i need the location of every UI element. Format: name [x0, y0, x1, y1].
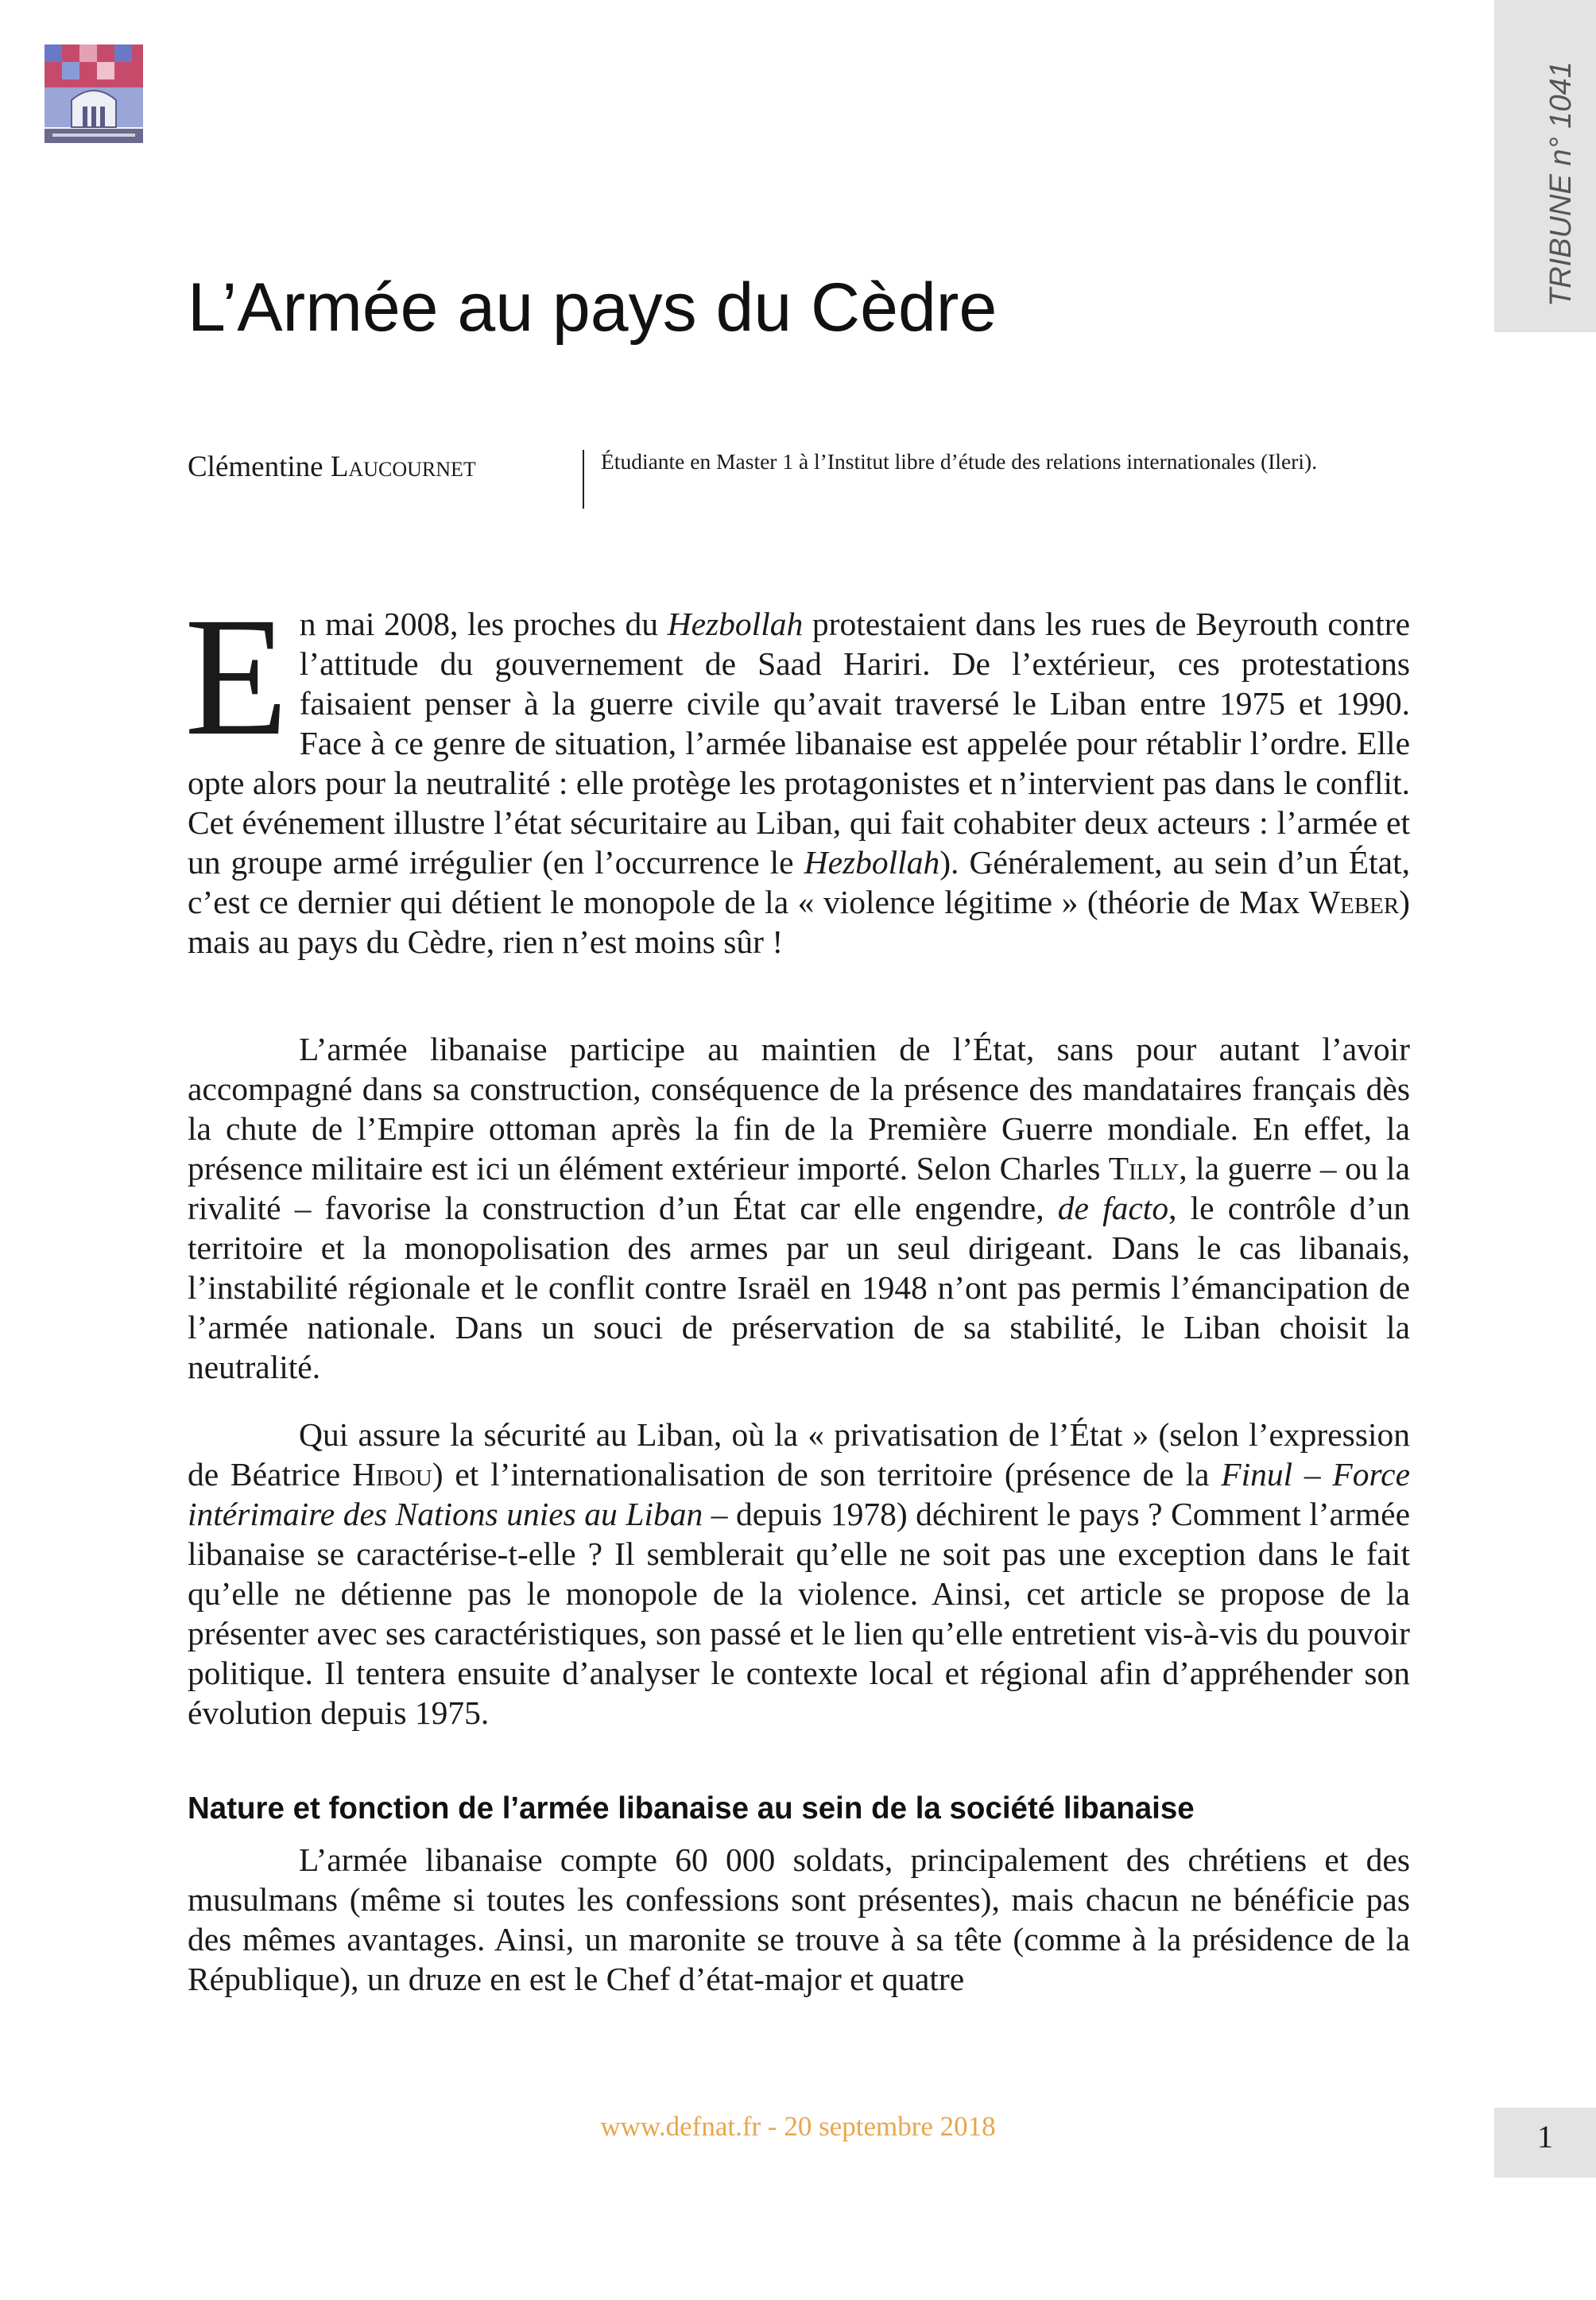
page-number: 1 — [1537, 2119, 1553, 2155]
paragraph-4: L’armée libanaise compte 60 000 soldats, principalement des chrétiens et des musulmans (même si toutes les confessions sont présentes), mais chacun ne bénéficie pas des mêmes avantages. Ainsi, un maronite se trouve à sa tête (comme à la présidence de la République), un druze en est le Chef d’état-major et quatre — [188, 1841, 1410, 1997]
author-affiliation: Étudiante en Master 1 à l’Institut libre d’étude des relations internationales (Ileri). — [601, 449, 1318, 474]
text-run: Qui assure la sécurité au Liban, où la « privatisation de l’État » (selon l’expression de Béatrice — [188, 1416, 1410, 1493]
text-run: protestaient dans les rues de Beyrouth contre l’attitude du gouvernement de Saad Hariri. De l’extérieur, ces protestations faisaient penser à la guerre civile qu’avait traversé le Liban entre 1975 et 1990. Face à ce genre de situation, l’armée libanaise est appelée pour rétablir l’ordre. Elle opte alors pour la neutralité : elle protège les protagonistes et n’intervient pas dans le conflit. Cet événement illustre l’état sécuritaire au Liban, qui fait cohabiter deux acteurs : l’armée et un groupe armé irrégulier (en l’occurrence le — [188, 606, 1411, 881]
paragraph-2 — [188, 1029, 1410, 1387]
section-heading: Nature et fonction de l’armée libanaise au sein de la société libanaise — [188, 1791, 1195, 1826]
italic-term: Hezbollah — [804, 844, 940, 881]
text-run: ). Généralement, au sein d’un État, c’est ce dernier qui détient le monopole de la « violence légitime » (théorie de Max — [188, 844, 1410, 920]
text-run: , la guerre – ou la rivalité – favorise la construction d’un État car elle engendre, — [188, 1150, 1410, 1226]
small-caps-name: Tilly — [1108, 1150, 1180, 1187]
text-run: L’armée libanaise participe au maintien de l’État, sans pour autant l’avoir accompagné dans sa construction, conséquence de la présence des mandataires français dès la chute de l’Empire ottoman après la fin de la Première Guerre mondiale. En effet, la présence militaire est ici un élément extérieur importé. Selon Charles — [188, 1031, 1410, 1187]
small-caps-name: Weber — [1308, 884, 1400, 920]
page-title: L’Armée au pays du Cèdre — [188, 269, 998, 346]
text-run: – depuis 1978) déchirent le pays ? Comment l’armée libanaise se caractérise-t-elle ? Il semblerait qu’elle ne soit pas une exception dans le fait qu’elle ne détienne pas le monopole de la violence. Ainsi, cet article se propose de la présenter avec ses caractéristiques, son passé et le lien qu’elle entretient vis-à-vis du pouvoir politique. Il tentera ensuite d’analyser le contexte local et régional afin d’appréhender son évolution depuis 1975. — [188, 1496, 1410, 1731]
author-name — [188, 450, 476, 484]
italic-term: de facto — [1057, 1190, 1169, 1226]
text-run: ) et l’internationalisation de son territoire (présence de la — [432, 1456, 1222, 1493]
drop-cap: E — [184, 583, 289, 771]
footer-link[interactable]: www.defnat.fr - 20 septembre 2018 — [600, 2111, 996, 2142]
text-run: n mai 2008, les proches du — [299, 606, 668, 642]
author-first-name: Clémentine — [188, 451, 331, 483]
text-run: , le contrôle d’un territoire et la monopolisation des armes par un seul dirigeant. Dans le cas libanais, l’instabilité régionale et le conflit contre Israël en 1948 n’ont pas permis l’émancipation de l’armée nationale. Dans un souci de préservation de sa stabilité, le Liban choisit la neutralité. — [188, 1190, 1410, 1385]
publication-logo — [45, 45, 143, 143]
author-divider — [583, 450, 584, 509]
italic-term: Hezbollah — [667, 606, 804, 642]
author-last-name: Laucournet — [330, 451, 476, 483]
text-run: ) mais au pays du Cèdre, rien n’est moins sûr ! — [188, 884, 1410, 960]
small-caps-name: Hibou — [351, 1456, 432, 1493]
italic-term: Finul – Force intérimaire des Nations unies au Liban — [188, 1456, 1410, 1532]
paragraph-1 — [184, 583, 1411, 962]
paragraph-3 — [188, 1415, 1410, 1733]
tribune-number: TRIBUNE n° 1041 — [1544, 61, 1578, 307]
institution-building-logo-icon — [45, 45, 143, 143]
